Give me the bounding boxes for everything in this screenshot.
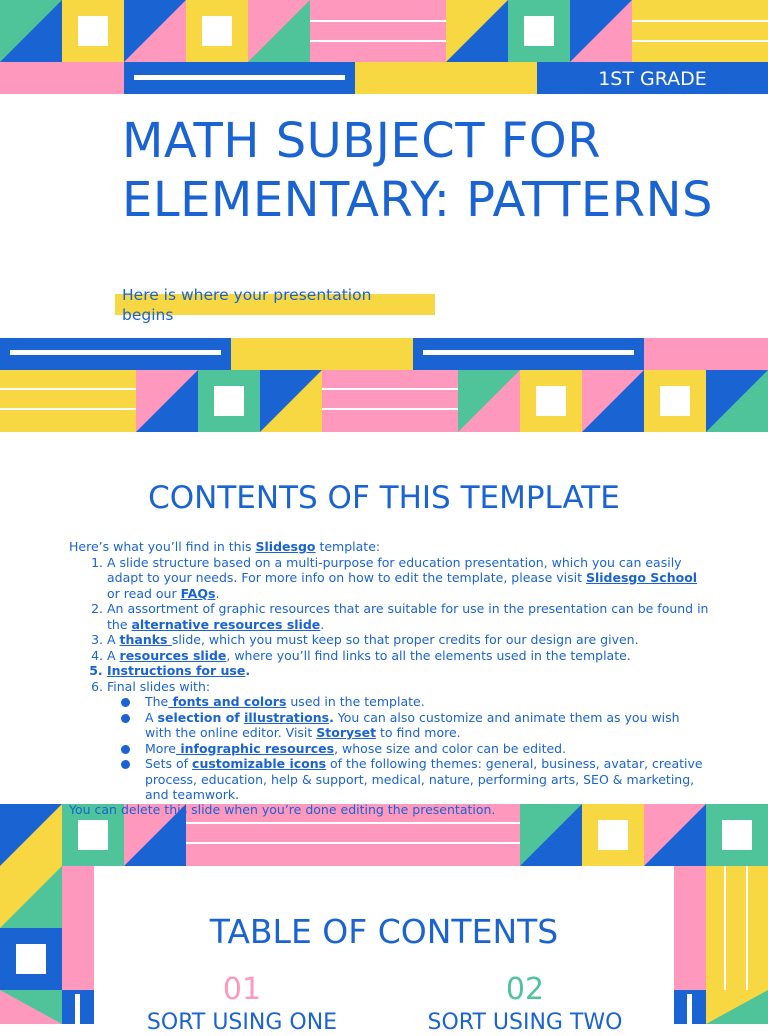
triangle-tile <box>582 370 644 432</box>
item-text: . <box>320 616 325 632</box>
item-text: Sets of <box>145 756 193 771</box>
list-item <box>107 679 709 803</box>
pink-band-block <box>644 338 768 370</box>
square-tile <box>508 0 570 62</box>
sub-list-item <box>145 756 709 803</box>
item-text: to find more. <box>376 725 461 740</box>
slidesgo-school-link[interactable]: Slidesgo School <box>585 570 698 585</box>
alternative-resources-link[interactable]: alternative resources slide <box>131 616 321 632</box>
item-text: A <box>145 709 158 725</box>
triangle-tile <box>260 370 322 432</box>
thanks-link[interactable]: thanks <box>119 632 172 647</box>
triangle-tile <box>520 804 582 866</box>
triangle-tile <box>136 370 198 432</box>
item-text: A <box>107 647 120 663</box>
triangle-tile <box>446 0 508 62</box>
triangle-tile <box>458 370 520 432</box>
square-tile <box>62 0 124 62</box>
bold-text: selection of <box>157 709 245 725</box>
customizable-icons-link[interactable]: customizable icons <box>192 756 327 771</box>
blue-band-block <box>413 338 644 370</box>
sub-list-item <box>145 694 709 710</box>
item-text: of the following themes: general, business, avatar, creative process, education, help & support, medical, nature, performing arts, SEO & marketing, and teamwork. <box>145 756 703 802</box>
triangle-tile <box>570 0 632 62</box>
striped-tile <box>322 370 458 432</box>
item-text: More <box>145 740 176 756</box>
section-title: SORT USING TWO <box>427 1010 623 1035</box>
list-item <box>107 555 709 602</box>
yellow-band-block <box>355 62 537 94</box>
bold-text: . <box>329 709 334 725</box>
item-text: . <box>245 663 251 678</box>
triangle-tile <box>0 866 62 928</box>
pink-strip <box>674 866 706 990</box>
intro-text: template: <box>315 539 381 554</box>
bullet-icon <box>121 698 130 707</box>
square-tile <box>644 370 706 432</box>
band-line <box>423 350 634 355</box>
instructions-link[interactable]: Instructions for use <box>107 663 246 678</box>
pink-band-block <box>0 62 124 94</box>
triangle-tile <box>706 370 768 432</box>
section-number: 01 <box>222 972 262 1007</box>
striped-tile <box>310 0 446 62</box>
square-tile <box>706 804 768 866</box>
sub-list-item <box>145 710 709 741</box>
item-text: Final slides with: <box>107 678 211 694</box>
yellow-band-block <box>231 338 413 370</box>
storyset-link[interactable]: Storyset <box>316 725 377 740</box>
sub-list-item <box>145 741 709 757</box>
strip-line <box>687 994 692 1024</box>
item-text: or read our <box>107 585 181 601</box>
triangle-tile <box>0 804 62 866</box>
band-line <box>10 350 221 355</box>
list-item <box>107 648 709 664</box>
triangle-tile <box>124 0 186 62</box>
triangle-tile <box>0 990 62 1024</box>
list-item <box>107 663 709 679</box>
triangle-tile <box>644 804 706 866</box>
infographic-resources-link[interactable]: infographic resources <box>176 740 335 756</box>
section-number: 02 <box>505 972 545 1007</box>
triangle-tile <box>706 990 768 1024</box>
item-text: . <box>215 585 220 601</box>
blue-strip <box>62 990 94 1024</box>
square-tile <box>520 370 582 432</box>
list-item <box>107 601 709 632</box>
triangle-tile <box>0 0 62 62</box>
item-text: A slide structure based on a multi-purpose for education presentation, which you can easily adapt to your needs. For more info on how to edit the template, please visit <box>107 554 682 585</box>
square-tile <box>582 804 644 866</box>
bullet-icon <box>121 745 130 754</box>
slide-3-title: TABLE OF CONTENTS <box>209 912 559 951</box>
slide-2-title: CONTENTS OF THIS TEMPLATE <box>148 480 620 516</box>
pink-strip <box>62 866 94 990</box>
slide-1-title: MATH SUBJECT FOR ELEMENTARY: PATTERNS <box>122 113 713 228</box>
triangle-tile <box>248 0 310 62</box>
item-text: used in the template. <box>286 694 425 709</box>
sub-list <box>107 694 709 803</box>
section-title: SORT USING ONE <box>146 1010 338 1035</box>
slidesgo-link[interactable]: Slidesgo <box>255 539 316 554</box>
blue-strip <box>674 990 706 1024</box>
item-text: slide, which you must keep so that proper credits for our design are given. <box>171 632 639 647</box>
grade-badge: 1ST GRADE <box>537 62 768 94</box>
striped-tile <box>706 866 768 990</box>
item-text: A <box>107 632 120 647</box>
fonts-colors-link[interactable]: fonts and colors <box>168 694 287 709</box>
illustrations-link[interactable]: illustrations <box>244 709 330 725</box>
band-line <box>134 75 345 80</box>
contents-list <box>69 555 709 803</box>
item-text: , where you’ll find links to all the elements used in the template. <box>226 647 631 663</box>
bullet-icon <box>121 760 130 769</box>
slide-1-subtitle: Here is where your presentation begins <box>122 286 372 324</box>
item-text: , whose size and color can be edited. <box>334 740 567 756</box>
square-tile <box>0 928 62 990</box>
bullet-icon <box>121 714 130 723</box>
intro-text: Here’s what you’ll find in this <box>69 539 256 554</box>
strip-line <box>75 994 80 1024</box>
item-text: An assortment of graphic resources that are suitable for use in the presentation can be found in the <box>107 601 709 632</box>
slide-2-footer: You can delete this slide when you’re done editing the presentation. <box>69 802 496 817</box>
striped-tile <box>632 0 768 62</box>
item-text: The <box>145 694 169 709</box>
intro-line <box>69 539 709 555</box>
resources-slide-link[interactable]: resources slide <box>119 647 227 663</box>
item-text: You can also customize and animate them as you wish with the online editor. Visit <box>145 709 680 740</box>
blue-band-block <box>124 62 355 94</box>
faqs-link[interactable]: FAQs <box>180 585 216 601</box>
blue-band-block <box>0 338 231 370</box>
striped-tile <box>0 370 136 432</box>
square-tile <box>198 370 260 432</box>
contents-body <box>69 539 709 803</box>
list-item <box>107 632 709 648</box>
square-tile <box>186 0 248 62</box>
